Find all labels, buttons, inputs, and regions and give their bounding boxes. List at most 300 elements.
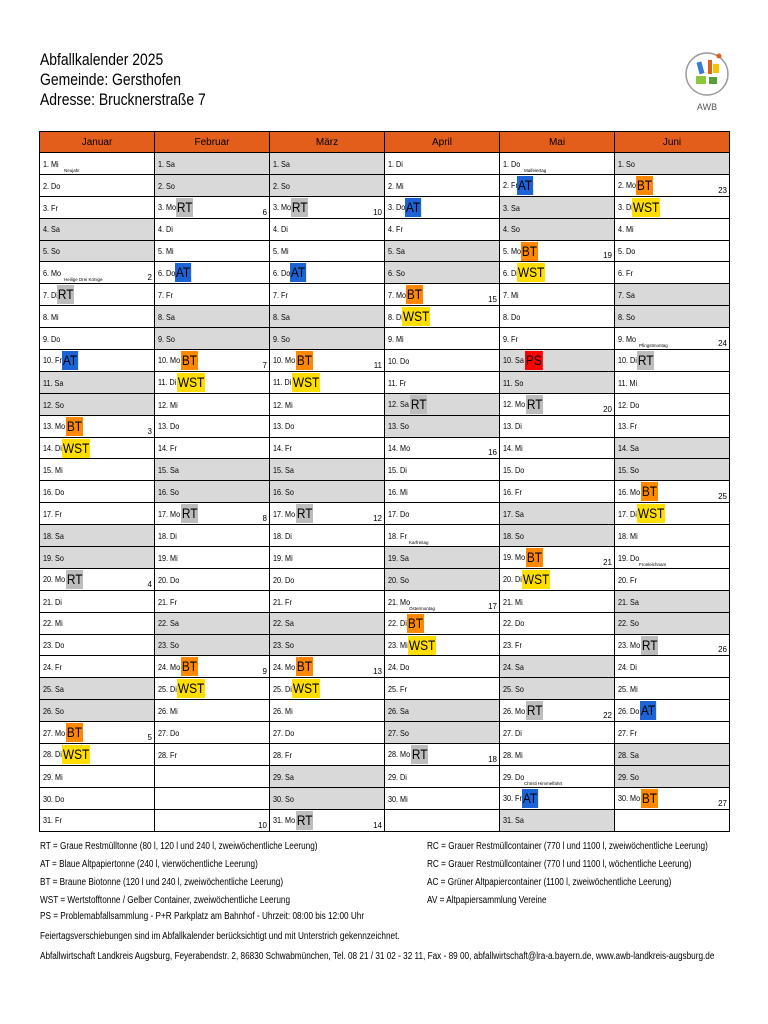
week-number: 27 — [718, 798, 727, 808]
week-number: 19 — [603, 251, 612, 261]
day-label: 16. So — [273, 487, 294, 498]
collection-badge-rt: RT — [177, 198, 193, 215]
collection-badge-wst: WST — [633, 198, 660, 215]
day-cell — [155, 350, 270, 372]
calendar-row — [40, 262, 730, 284]
week-number: 14 — [373, 820, 382, 830]
week-number: 15 — [488, 295, 497, 305]
day-cell — [155, 218, 270, 240]
calendar-row — [40, 284, 730, 306]
week-number: 21 — [603, 557, 612, 567]
day-cell — [155, 612, 270, 634]
collection-badge-bt: BT — [522, 242, 538, 259]
day-label: 28. Fr — [158, 749, 177, 760]
day-label: 16. Fr — [503, 487, 522, 498]
collection-badge-wst: WST — [63, 745, 90, 762]
day-cell — [615, 568, 730, 590]
day-label: 3. Sa — [503, 202, 520, 213]
collection-badge-wst: WST — [63, 439, 90, 456]
day-cell — [500, 612, 615, 634]
day-cell — [615, 481, 730, 503]
day-cell — [40, 174, 155, 196]
day-cell — [500, 459, 615, 481]
day-cell — [385, 218, 500, 240]
collection-badge-bt: BT — [526, 548, 543, 565]
calendar-row — [40, 459, 730, 481]
day-cell — [615, 196, 730, 218]
collection-badge-wst: WST — [293, 680, 320, 697]
day-label: 5. So — [43, 246, 60, 257]
collection-badge-wst: WST — [518, 264, 545, 281]
holiday-note: Maifeiertag — [524, 167, 547, 173]
day-label: 12. Do — [618, 399, 640, 410]
day-label: 10. Di — [618, 355, 637, 366]
day-cell — [385, 656, 500, 678]
day-cell — [615, 590, 730, 612]
day-label: 8. Di — [388, 311, 403, 322]
day-label: 22. So — [618, 618, 639, 629]
collection-badge-at: AT — [291, 264, 306, 281]
awb-logo — [684, 40, 730, 120]
holiday-note: Christi Himmelfahrt — [524, 780, 563, 786]
day-cell — [615, 393, 730, 415]
day-cell — [615, 503, 730, 525]
empty-cell — [615, 809, 730, 831]
day-label: 28. Mo — [388, 749, 411, 760]
day-label: 21. Fr — [158, 596, 177, 607]
day-label: 1. Sa — [158, 158, 175, 169]
day-cell — [40, 306, 155, 328]
day-cell — [270, 809, 385, 831]
day-cell — [155, 678, 270, 700]
ps-note: PS = Problemabfallsammlung - P+R Parkplatz am Bahnhof - Uhrzeit: 08:00 bis 12:00 Uhr — [40, 911, 365, 922]
day-cell — [615, 328, 730, 350]
day-cell — [40, 328, 155, 350]
day-cell — [270, 503, 385, 525]
day-cell — [155, 174, 270, 196]
day-label: 22. Mi — [43, 618, 63, 629]
day-label: 16. Mi — [388, 487, 408, 498]
day-cell — [270, 174, 385, 196]
calendar-row — [40, 765, 730, 787]
day-label: 8. Do — [503, 311, 521, 322]
collection-badge-wst: WST — [292, 373, 319, 390]
day-label: 30. Fr — [503, 793, 522, 804]
day-cell — [270, 612, 385, 634]
day-cell — [500, 744, 615, 766]
day-label: 18. Di — [273, 530, 292, 541]
day-cell — [270, 590, 385, 612]
day-label: 27. So — [388, 727, 409, 738]
day-cell — [615, 787, 730, 809]
day-label: 9. So — [158, 333, 175, 344]
calendar-row — [40, 174, 730, 196]
calendar-row — [40, 547, 730, 569]
day-label: 18. So — [503, 530, 524, 541]
collection-badge-at: AT — [518, 176, 533, 193]
week-number: 4 — [147, 579, 152, 589]
calendar-body — [40, 153, 730, 832]
day-cell — [270, 262, 385, 284]
contact-line: Abfallwirtschaft Landkreis Augsburg, Feyerabendstr. 2, 86830 Schwabmünchen, Tel. 08 21 / 31 02 - 32 11, Fax - 89 00, abfallwirtschaft@lra-a.bayern.de, www.awb-landkreis-augsburg.de — [40, 951, 715, 962]
day-cell — [615, 700, 730, 722]
day-cell — [385, 678, 500, 700]
collection-badge-bt: BT — [407, 286, 423, 303]
day-cell — [40, 787, 155, 809]
holiday-note: Fronleichnam — [639, 561, 667, 567]
day-label: 9. Mo — [618, 333, 637, 344]
day-cell — [40, 371, 155, 393]
day-label: 4. Di — [273, 224, 288, 235]
collection-badge-bt: BT — [408, 614, 424, 631]
day-label: 18. Fr — [388, 530, 407, 541]
day-label: 13. Di — [503, 421, 522, 432]
day-label: 29. Mi — [43, 771, 63, 782]
collection-badge-rt: RT — [526, 395, 543, 412]
day-label: 31. Fr — [43, 815, 62, 826]
calendar-row — [40, 590, 730, 612]
day-cell — [155, 393, 270, 415]
collection-badge-rt: RT — [66, 570, 83, 587]
day-label: 25. Fr — [388, 684, 407, 695]
day-label: 2. Fr — [503, 180, 518, 191]
day-label: 31. Sa — [503, 815, 524, 826]
day-cell — [385, 306, 500, 328]
day-cell — [40, 547, 155, 569]
day-cell — [270, 393, 385, 415]
day-cell — [155, 328, 270, 350]
day-label: 7. Fr — [273, 290, 288, 301]
page-title: Abfallkalender 2025 — [40, 50, 164, 69]
collection-badge-rt: RT — [641, 636, 658, 653]
day-cell — [155, 547, 270, 569]
collection-badge-rt: RT — [58, 286, 74, 303]
day-cell — [155, 371, 270, 393]
day-cell — [270, 678, 385, 700]
week-number: 23 — [718, 185, 727, 195]
day-cell — [40, 656, 155, 678]
day-cell — [500, 809, 615, 831]
collection-badge-bt: BT — [181, 658, 198, 675]
day-label: 11. Di — [158, 377, 177, 388]
legend-item: AT = Blaue Altpapiertonne (240 l, vierwöchentliche Leerung) — [40, 859, 258, 870]
day-label: 23. So — [273, 640, 294, 651]
day-cell — [385, 634, 500, 656]
day-cell — [385, 568, 500, 590]
collection-badge-rt: RT — [181, 505, 198, 522]
week-number: 17 — [488, 601, 497, 611]
day-cell — [270, 634, 385, 656]
day-cell — [270, 328, 385, 350]
day-label: 16. Mo — [618, 486, 641, 497]
day-label: 7. Mo — [388, 289, 407, 300]
calendar-row — [40, 153, 730, 175]
day-cell — [615, 371, 730, 393]
day-label: 29. Di — [388, 771, 407, 782]
day-cell — [385, 153, 500, 175]
day-cell — [615, 722, 730, 744]
day-label: 30. Do — [43, 793, 65, 804]
day-cell — [155, 481, 270, 503]
day-cell — [385, 503, 500, 525]
day-label: 13. Do — [273, 421, 295, 432]
day-cell — [615, 612, 730, 634]
day-cell — [500, 328, 615, 350]
day-label: 13. Do — [158, 421, 180, 432]
day-label: 11. So — [503, 377, 524, 388]
calendar-row — [40, 568, 730, 590]
calendar-row — [40, 678, 730, 700]
day-cell — [40, 240, 155, 262]
day-cell — [40, 525, 155, 547]
day-cell — [615, 306, 730, 328]
day-cell — [155, 634, 270, 656]
day-label: 31. Mo — [273, 815, 296, 826]
day-cell — [385, 240, 500, 262]
empty-cell — [155, 809, 270, 831]
day-cell — [615, 284, 730, 306]
day-label: 28. Sa — [618, 749, 639, 760]
day-cell — [155, 700, 270, 722]
week-number: 13 — [373, 667, 382, 677]
calendar-table — [39, 131, 730, 832]
day-label: 4. Sa — [43, 224, 60, 235]
week-number: 12 — [373, 514, 382, 524]
holiday-note: Ostermontag — [409, 605, 436, 611]
day-label: 17. Di — [618, 508, 637, 519]
day-cell — [500, 547, 615, 569]
day-cell — [270, 371, 385, 393]
legend-item: AV = Altpapiersammlung Vereine — [427, 895, 547, 906]
holiday-note: Heilige Drei Könige — [64, 277, 103, 283]
week-number: 24 — [718, 339, 727, 349]
week-number: 9 — [262, 667, 267, 677]
day-label: 13. So — [388, 421, 409, 432]
day-cell — [40, 590, 155, 612]
month-header: März — [270, 132, 385, 153]
day-label: 29. Do — [503, 771, 525, 782]
day-cell — [615, 415, 730, 437]
day-cell — [385, 437, 500, 459]
legend-right — [427, 838, 768, 910]
week-number: 18 — [488, 754, 497, 764]
day-label: 26. So — [43, 706, 64, 717]
day-cell — [500, 393, 615, 415]
day-label: 23. So — [158, 640, 179, 651]
day-label: 20. Di — [503, 574, 522, 585]
day-label: 17. Mo — [158, 508, 181, 519]
day-cell — [155, 196, 270, 218]
day-cell — [385, 393, 500, 415]
week-number: 5 — [147, 733, 152, 743]
day-label: 13. Mo — [43, 421, 66, 432]
calendar-row — [40, 393, 730, 415]
day-label: 21. Mo — [388, 596, 411, 607]
day-label: 14. Mi — [503, 443, 523, 454]
day-label: 10. Do — [388, 355, 410, 366]
day-label: 27. Mo — [43, 727, 66, 738]
calendar-row — [40, 634, 730, 656]
day-label: 7. Fr — [158, 290, 173, 301]
calendar-row — [40, 415, 730, 437]
week-number: 10 — [258, 820, 267, 830]
day-label: 15. Di — [388, 465, 407, 476]
day-label: 21. Di — [43, 596, 62, 607]
day-cell — [615, 437, 730, 459]
day-cell — [155, 153, 270, 175]
day-cell — [270, 656, 385, 678]
day-label: 24. Do — [388, 662, 410, 673]
day-label: 23. Mi — [388, 640, 408, 651]
day-cell — [40, 459, 155, 481]
day-cell — [500, 437, 615, 459]
day-cell — [615, 547, 730, 569]
day-label: 27. Fr — [618, 727, 637, 738]
day-cell — [270, 765, 385, 787]
month-header-row — [40, 132, 730, 153]
legend-item: AC = Grüner Altpapiercontainer (1100 l, zweiwöchentliche Leerung) — [427, 877, 672, 888]
day-cell — [40, 415, 155, 437]
day-cell — [155, 240, 270, 262]
day-cell — [270, 787, 385, 809]
calendar-row — [40, 503, 730, 525]
day-cell — [270, 459, 385, 481]
day-label: 10. Mo — [273, 355, 296, 366]
day-cell — [40, 765, 155, 787]
day-cell — [40, 678, 155, 700]
day-cell — [500, 284, 615, 306]
day-label: 11. Fr — [388, 377, 407, 388]
day-cell — [270, 196, 385, 218]
day-label: 11. Mi — [618, 377, 638, 388]
day-cell — [270, 547, 385, 569]
day-label: 2. So — [158, 180, 175, 191]
week-number: 3 — [147, 426, 152, 436]
day-label: 12. Mi — [158, 399, 178, 410]
day-cell — [270, 306, 385, 328]
collection-badge-wst: WST — [178, 680, 205, 697]
day-label: 8. So — [618, 311, 635, 322]
day-label: 14. Di — [43, 443, 62, 454]
day-cell — [500, 634, 615, 656]
month-header: April — [385, 132, 500, 153]
day-label: 5. Mi — [158, 246, 174, 257]
day-cell — [385, 196, 500, 218]
day-label: 4. Fr — [388, 224, 403, 235]
holiday-note: Feiertagsverschiebungen sind im Abfallkalender berücksichtigt und mit Unterstrich gekennzeichnet. — [40, 931, 400, 942]
day-label: 3. Fr — [43, 202, 58, 213]
day-label: 25. Di — [273, 683, 292, 694]
collection-badge-rt: RT — [296, 505, 313, 522]
empty-cell — [385, 809, 500, 831]
day-label: 9. Mi — [388, 333, 404, 344]
day-cell — [155, 262, 270, 284]
day-cell — [270, 415, 385, 437]
day-cell — [40, 722, 155, 744]
collection-badge-wst: WST — [638, 505, 665, 522]
day-cell — [155, 503, 270, 525]
empty-cell — [155, 787, 270, 809]
day-label: 14. Mo — [388, 443, 411, 454]
day-cell — [40, 481, 155, 503]
legend-item: RC = Grauer Restmüllcontainer (770 l und 1100 l, wöchentliche Leerung) — [427, 859, 692, 870]
day-label: 2. So — [273, 180, 290, 191]
holiday-note: Pfingstmontag — [639, 343, 668, 349]
day-label: 6. Fr — [618, 268, 633, 279]
day-label: 26. Mo — [503, 705, 526, 716]
day-label: 30. So — [273, 793, 294, 804]
day-label: 25. So — [503, 684, 524, 695]
day-label: 30. Mo — [618, 793, 641, 804]
day-cell — [40, 568, 155, 590]
month-header: Mai — [500, 132, 615, 153]
day-cell — [615, 350, 730, 372]
day-label: 16. So — [158, 487, 179, 498]
day-label: 10. Fr — [43, 355, 62, 366]
day-cell — [385, 547, 500, 569]
calendar-row — [40, 700, 730, 722]
day-label: 24. Fr — [43, 662, 62, 673]
week-number: 8 — [262, 514, 267, 524]
day-label: 26. Mi — [158, 706, 178, 717]
collection-badge-rt: RT — [638, 351, 654, 368]
day-label: 3. Mo — [273, 202, 292, 213]
day-label: 22. Sa — [158, 618, 179, 629]
day-cell — [40, 196, 155, 218]
day-cell — [500, 371, 615, 393]
day-cell — [270, 481, 385, 503]
day-cell — [385, 481, 500, 503]
collection-badge-at: AT — [176, 264, 191, 281]
calendar-row — [40, 525, 730, 547]
logo-text: AWB — [696, 102, 718, 112]
day-label: 8. Sa — [273, 311, 290, 322]
calendar-row — [40, 306, 730, 328]
day-label: 17. Fr — [43, 509, 62, 519]
collection-badge-wst: WST — [409, 636, 436, 653]
day-cell — [500, 481, 615, 503]
day-cell — [615, 262, 730, 284]
day-label: 18. Sa — [43, 530, 64, 541]
collection-badge-bt: BT — [641, 483, 658, 500]
day-label: 15. Mi — [43, 465, 63, 476]
day-label: 23. Fr — [503, 640, 522, 651]
day-cell — [40, 284, 155, 306]
collection-badge-bt: BT — [296, 351, 313, 368]
day-label: 1. Di — [388, 158, 403, 169]
day-label: 24. Sa — [503, 662, 524, 673]
day-cell — [385, 174, 500, 196]
day-cell — [155, 415, 270, 437]
collection-badge-rt: RT — [410, 395, 427, 412]
calendar-row — [40, 787, 730, 809]
day-label: 15. Sa — [158, 465, 179, 476]
day-cell — [500, 350, 615, 372]
day-label: 19. Mo — [503, 552, 526, 563]
day-cell — [385, 765, 500, 787]
day-cell — [500, 568, 615, 590]
day-label: 7. Di — [43, 289, 58, 300]
day-cell — [270, 437, 385, 459]
day-cell — [40, 612, 155, 634]
day-label: 8. Sa — [158, 311, 175, 322]
day-cell — [155, 656, 270, 678]
week-number: 11 — [373, 360, 382, 370]
day-cell — [40, 700, 155, 722]
day-label: 14. Fr — [273, 443, 292, 454]
day-label: 27. Do — [273, 727, 295, 738]
legend-item: BT = Braune Biotonne (120 l und 240 l, zweiwöchentliche Leerung) — [40, 877, 284, 888]
